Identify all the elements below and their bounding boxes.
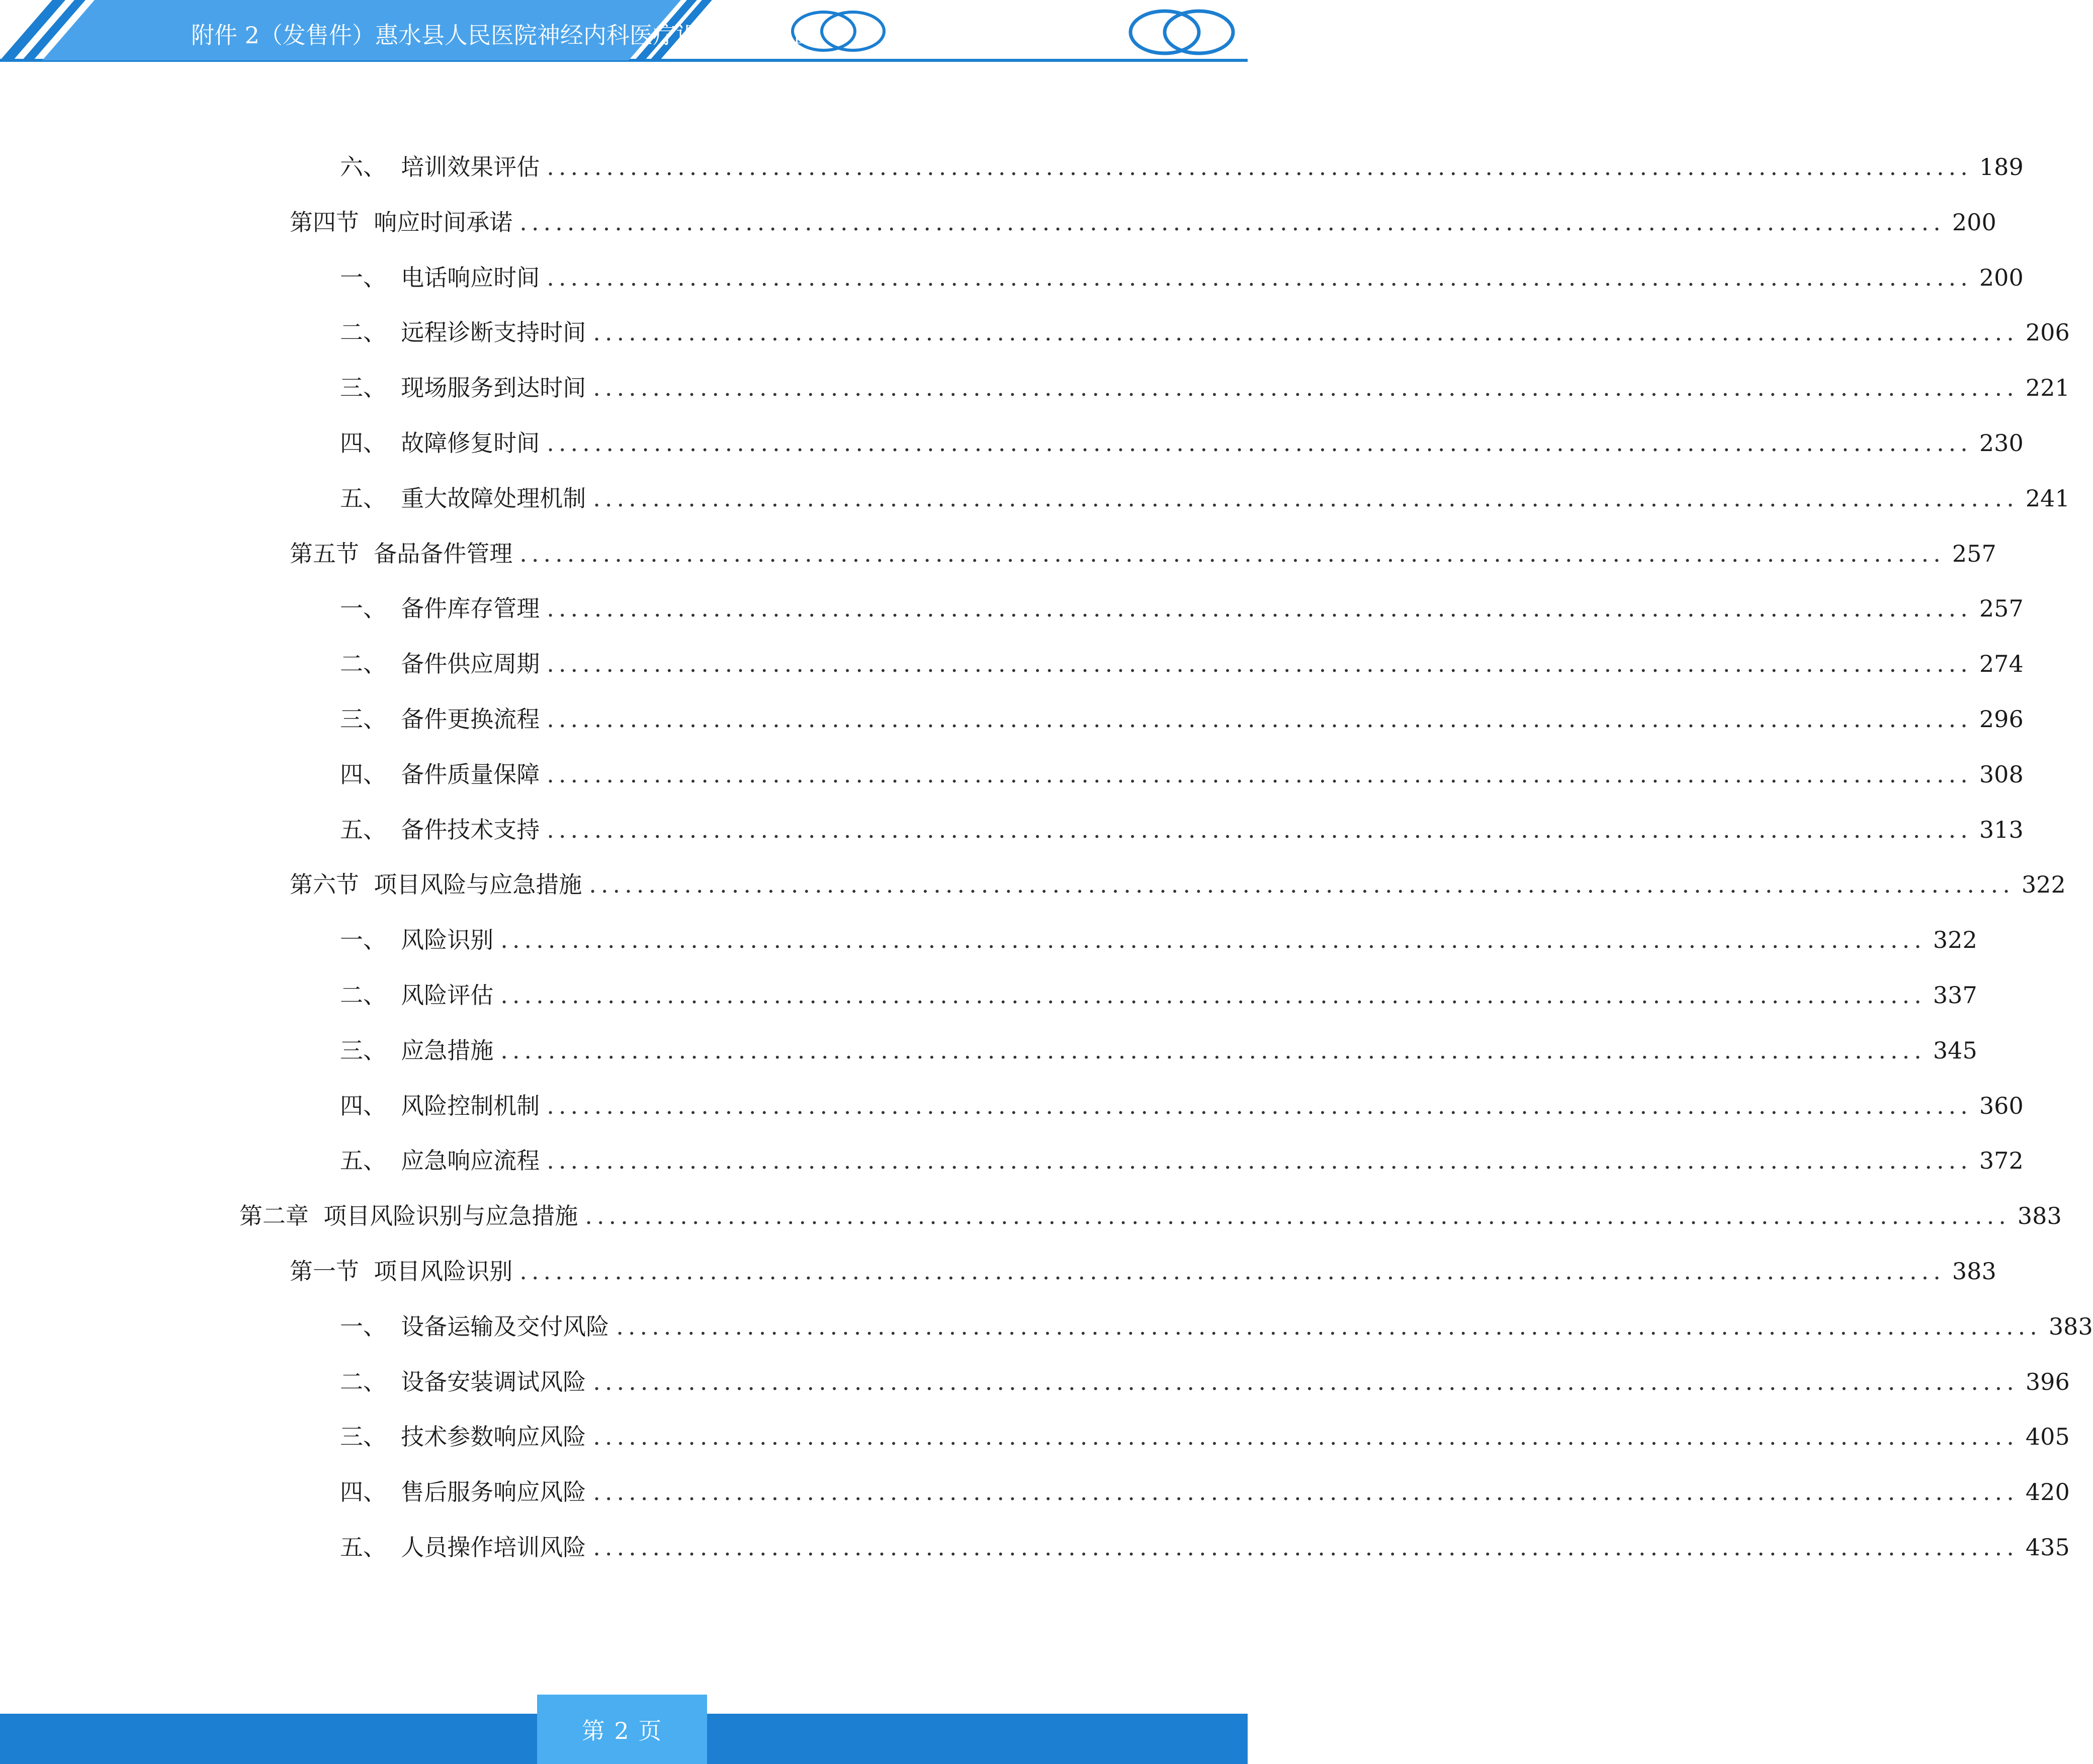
toc-entry-label: 四、 风险控制机制 xyxy=(340,1092,540,1119)
toc-leader-dots: ........................................................................................................................ xyxy=(500,926,1926,953)
toc-leader-dots: ........................................................................................................................ xyxy=(593,374,2019,401)
toc-leader-dots: ........................................................................................................................ xyxy=(547,761,1972,788)
toc-entry[interactable] xyxy=(340,314,2070,350)
toc-entry-page: 230 xyxy=(1979,429,2024,457)
toc-entry-page: 383 xyxy=(2048,1313,2093,1340)
toc-entry-page: 383 xyxy=(2017,1202,2062,1229)
toc-entry[interactable] xyxy=(340,1474,2070,1510)
toc-entry[interactable] xyxy=(340,812,2024,848)
toc-entry-label: 一、 备件库存管理 xyxy=(340,595,540,622)
toc-entry[interactable] xyxy=(340,1088,2024,1124)
toc-entry-page: 274 xyxy=(1979,650,2024,677)
toc-leader-dots: ........................................................................................................................ xyxy=(593,319,2019,346)
toc-entry[interactable] xyxy=(340,1529,2070,1565)
toc-entry-label: 一、 电话响应时间 xyxy=(340,264,540,291)
toc-entry-label: 二、 远程诊断支持时间 xyxy=(340,319,586,346)
toc-entry[interactable] xyxy=(340,1032,1977,1069)
toc-leader-dots: ........................................................................................................................ xyxy=(519,209,1945,236)
toc-entry-page: 322 xyxy=(1933,926,1977,953)
toc-entry-label: 第四节 响应时间承诺 xyxy=(290,209,513,236)
toc-entry-label: 四、 售后服务响应风险 xyxy=(340,1478,586,1506)
toc-entry[interactable] xyxy=(340,480,2070,516)
toc-leader-dots: ........................................................................................................................ xyxy=(585,1202,2011,1229)
toc-entry[interactable] xyxy=(340,1419,2070,1455)
toc-entry[interactable] xyxy=(340,590,2024,627)
toc-entry-page: 257 xyxy=(1952,540,1996,567)
logo-icon xyxy=(1130,11,1233,53)
document-title: 附件 2（发售件）惠水县人民医院神经内科医疗设备采购项目 xyxy=(191,22,815,49)
toc-entry-page: 322 xyxy=(2021,871,2066,898)
toc-entry-page: 296 xyxy=(1979,705,2024,733)
toc-entry-label: 第五节 备品备件管理 xyxy=(290,540,513,567)
toc-leader-dots: ........................................................................................................................ xyxy=(519,1258,1945,1285)
toc-entry-label: 三、 技术参数响应风险 xyxy=(340,1423,586,1450)
toc-leader-dots: ........................................................................................................................ xyxy=(547,705,1972,733)
page-number: 第 2 页 xyxy=(537,1695,707,1764)
toc-leader-dots: ........................................................................................................................ xyxy=(616,1313,2042,1340)
toc-entry-page: 200 xyxy=(1952,209,1996,236)
toc-entry[interactable] xyxy=(340,977,1977,1013)
toc-leader-dots: ........................................................................................................................ xyxy=(547,595,1972,622)
toc-entry-label: 五、 重大故障处理机制 xyxy=(340,485,586,512)
toc-entry-label: 六、 培训效果评估 xyxy=(340,153,540,181)
toc-entry-page: 372 xyxy=(1979,1147,2024,1174)
toc-leader-dots: ........................................................................................................................ xyxy=(547,1092,1972,1119)
toc-entry-page: 206 xyxy=(2025,319,2070,346)
toc-entry-label: 一、 风险识别 xyxy=(340,926,494,953)
page-header xyxy=(0,0,1248,65)
toc-entry-label: 四、 故障修复时间 xyxy=(340,429,540,457)
toc-entry[interactable] xyxy=(340,1142,2024,1179)
toc-entry[interactable] xyxy=(340,149,2024,185)
toc-entry[interactable] xyxy=(340,259,2024,296)
toc-entry-page: 420 xyxy=(2025,1478,2070,1506)
toc-entry-page: 435 xyxy=(2025,1534,2070,1561)
toc-entry-label: 四、 备件质量保障 xyxy=(340,761,540,788)
toc-entry-label: 五、 应急响应流程 xyxy=(340,1147,540,1174)
toc-entry[interactable] xyxy=(340,922,1977,958)
toc-leader-dots: ........................................................................................................................ xyxy=(589,871,2015,898)
toc-leader-dots: ........................................................................................................................ xyxy=(593,1478,2019,1506)
toc-leader-dots: ........................................................................................................................ xyxy=(593,1534,2019,1561)
toc-leader-dots: ........................................................................................................................ xyxy=(547,1147,1972,1174)
toc-entry-label: 二、 备件供应周期 xyxy=(340,650,540,677)
toc-entry-page: 383 xyxy=(1952,1258,1996,1285)
toc-entry-page: 308 xyxy=(1979,761,2024,788)
toc-entry-label: 第二章 项目风险识别与应急措施 xyxy=(239,1202,578,1229)
toc-leader-dots: ........................................................................................................................ xyxy=(547,264,1972,291)
toc-leader-dots: ........................................................................................................................ xyxy=(500,982,1926,1009)
toc-entry-label: 五、 人员操作培训风险 xyxy=(340,1534,586,1561)
toc-entry-label: 三、 现场服务到达时间 xyxy=(340,374,586,401)
toc-entry-page: 345 xyxy=(1933,1037,1977,1064)
toc-entry-page: 313 xyxy=(1979,816,2024,843)
toc-entry-label: 五、 备件技术支持 xyxy=(340,816,540,843)
toc-entry[interactable] xyxy=(290,1253,1996,1289)
toc-leader-dots: ........................................................................................................................ xyxy=(519,540,1945,567)
toc-entry-page: 221 xyxy=(2025,374,2070,401)
toc-leader-dots: ........................................................................................................................ xyxy=(547,816,1972,843)
toc-leader-dots: ........................................................................................................................ xyxy=(547,153,1972,181)
toc-entry-page: 337 xyxy=(1933,982,1977,1009)
toc-entry[interactable] xyxy=(290,204,1996,240)
toc-entry[interactable] xyxy=(290,536,1996,572)
toc-entry-label: 三、 应急措施 xyxy=(340,1037,494,1064)
toc-entry[interactable] xyxy=(340,646,2024,682)
toc-entry[interactable] xyxy=(340,370,2070,406)
toc-leader-dots: ........................................................................................................................ xyxy=(500,1037,1926,1064)
toc-entry[interactable] xyxy=(239,1198,2062,1234)
toc-entry-page: 241 xyxy=(2025,485,2070,512)
toc-entry-label: 一、 设备运输及交付风险 xyxy=(340,1313,609,1340)
toc-leader-dots: ........................................................................................................................ xyxy=(593,1423,2019,1450)
toc-entry-page: 396 xyxy=(2025,1368,2070,1395)
toc-entry-label: 第六节 项目风险与应急措施 xyxy=(290,871,582,898)
toc-entry-page: 360 xyxy=(1979,1092,2024,1119)
toc-entry-label: 第一节 项目风险识别 xyxy=(290,1258,513,1285)
toc-entry-page: 189 xyxy=(1979,153,2024,181)
toc-entry-label: 二、 风险评估 xyxy=(340,982,494,1009)
toc-entry[interactable] xyxy=(340,756,2024,792)
toc-leader-dots: ........................................................................................................................ xyxy=(593,1368,2019,1395)
toc-entry-page: 405 xyxy=(2025,1423,2070,1450)
toc-entry[interactable] xyxy=(340,425,2024,461)
toc-leader-dots: ........................................................................................................................ xyxy=(593,485,2019,512)
toc-entry[interactable] xyxy=(340,1364,2070,1400)
toc-entry-label: 三、 备件更换流程 xyxy=(340,705,540,733)
toc-entry-label: 二、 设备安装调试风险 xyxy=(340,1368,586,1395)
toc-entry[interactable] xyxy=(340,1308,2093,1345)
toc-entry-page: 200 xyxy=(1979,264,2024,291)
toc-entry-page: 257 xyxy=(1979,595,2024,622)
toc-leader-dots: ........................................................................................................................ xyxy=(547,429,1972,457)
toc-leader-dots: ........................................................................................................................ xyxy=(547,650,1972,677)
toc-entry[interactable] xyxy=(340,701,2024,737)
toc-entry[interactable] xyxy=(290,866,2066,903)
